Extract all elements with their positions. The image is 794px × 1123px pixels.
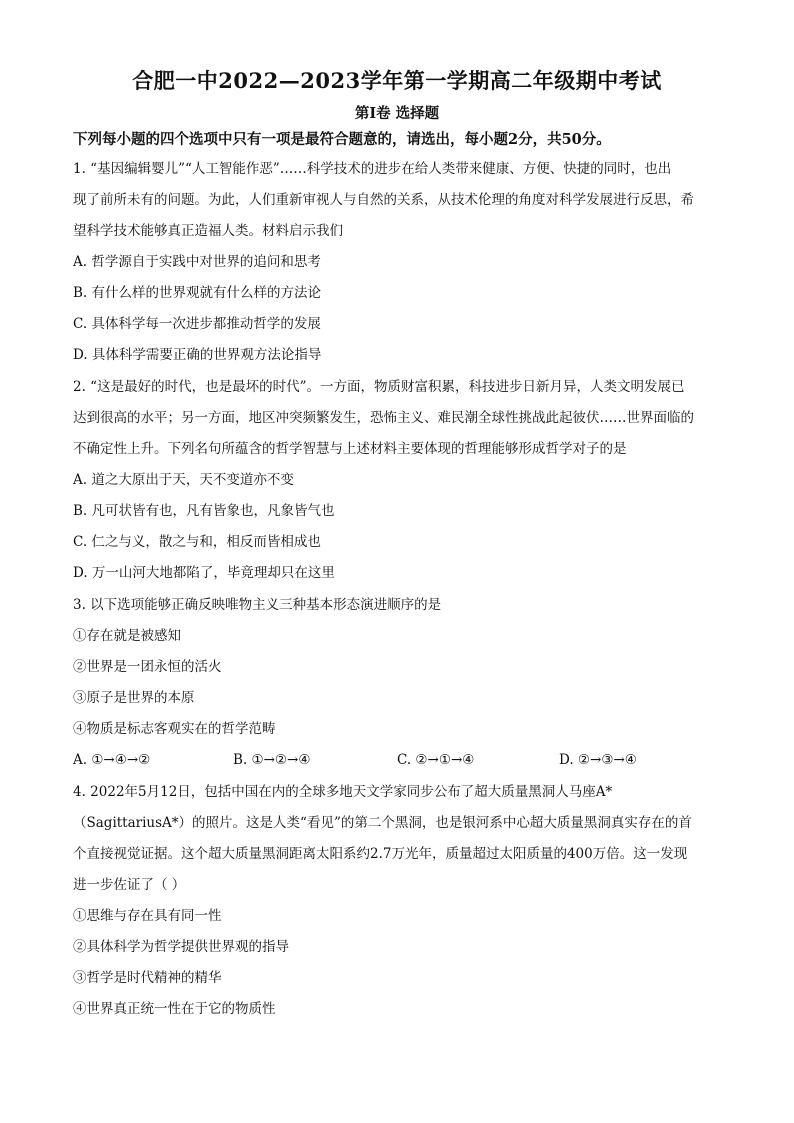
q4-stem-line-3: 个直接视觉证据。这个超大质量黑洞距离太阳系约2.7万光年，质量超过太阳质量的400万倍。这一发现	[73, 846, 688, 862]
q1-option-b: B. 有什么样的世界观就有什么样的方法论	[73, 285, 322, 301]
q3-choice-b: B. ①→②→④	[233, 752, 311, 768]
q2-option-d: D. 万一山河大地都陷了，毕竟理却只在这里	[73, 565, 335, 581]
q2-stem-line-1: 2. “这是最好的时代，也是最坏的时代”。一方面，物质财富积累，科技进步日新月异，人类文明发展已	[73, 379, 685, 395]
q1-option-a: A. 哲学源自于实践中对世界的追问和思考	[73, 254, 321, 270]
q4-stem-line-1: 4. 2022年5月12日，包括中国在内的全球多地天文学家同步公布了超大质量黑洞人马座A*	[73, 784, 613, 800]
q4-stem-line-2: （SagittariusA*）的照片。这是人类“看见”的第二个黑洞，也是银河系中心超大质量黑洞真实存在的首	[73, 815, 692, 831]
q1-option-d: D. 具体科学需要正确的世界观方法论指导	[73, 347, 322, 363]
q3-choice-a: A. ①→④→②	[73, 752, 151, 768]
q4-item-1: ①思维与存在具有同一性	[73, 908, 222, 924]
q3-item-3: ③原子是世界的本原	[73, 690, 195, 706]
q4-stem-line-4: 进一步佐证了（ ）	[73, 877, 186, 893]
q1-stem-line-3: 望科学技术能够真正造福人类。材料启示我们	[73, 223, 343, 239]
q3-choice-d: D. ②→③→④	[559, 752, 637, 768]
q3-choices-row	[73, 748, 733, 772]
exam-title: 合肥一中2022—2023学年第一学期高二年级期中考试	[132, 68, 662, 93]
q3-item-2: ②世界是一团永恒的活火	[73, 659, 222, 675]
q4-item-2: ②具体科学为哲学提供世界观的指导	[73, 939, 289, 955]
q2-stem-line-3: 不确定性上升。下列名句所蕴含的哲学智慧与上述材料主要体现的哲理能够形成哲学对子的是	[73, 441, 627, 457]
q3-choice-c: C. ②→①→④	[397, 752, 475, 768]
q1-option-c: C. 具体科学每一次进步都推动哲学的发展	[73, 316, 321, 332]
q2-option-a: A. 道之大原出于天，天不变道亦不变	[73, 472, 294, 488]
q2-option-c: C. 仁之与义，散之与和，相反而皆相成也	[73, 534, 321, 550]
q1-stem-line-2: 现了前所未有的问题。为此，人们重新审视人与自然的关系，从技术伦理的角度对科学发展进行反思，希	[73, 192, 694, 208]
section-heading: 第Ⅰ卷 选择题	[354, 105, 440, 122]
q1-stem-line-1: 1. “基因编辑婴儿”“人工智能作恶”……科学技术的进步在给人类带来健康、方便、快捷的同时，也出	[73, 161, 672, 177]
q2-option-b: B. 凡可状皆有也，凡有皆象也，凡象皆气也	[73, 503, 335, 519]
q4-item-3: ③哲学是时代精神的精华	[73, 970, 222, 986]
q3-item-4: ④物质是标志客观实在的哲学范畴	[73, 721, 276, 737]
q4-item-4: ④世界真正统一性在于它的物质性	[73, 1001, 276, 1017]
section-instructions: 下列每小题的四个选项中只有一项是最符合题意的，请选出，每小题2分，共50分。	[73, 131, 611, 148]
q3-stem: 3. 以下选项能够正确反映唯物主义三种基本形态演进顺序的是	[73, 597, 442, 613]
q3-item-1: ①存在就是被感知	[73, 628, 181, 644]
q2-stem-line-2: 达到很高的水平；另一方面，地区冲突频繁发生，恐怖主义、难民潮全球性挑战此起彼伏……世界面临的	[73, 410, 694, 426]
